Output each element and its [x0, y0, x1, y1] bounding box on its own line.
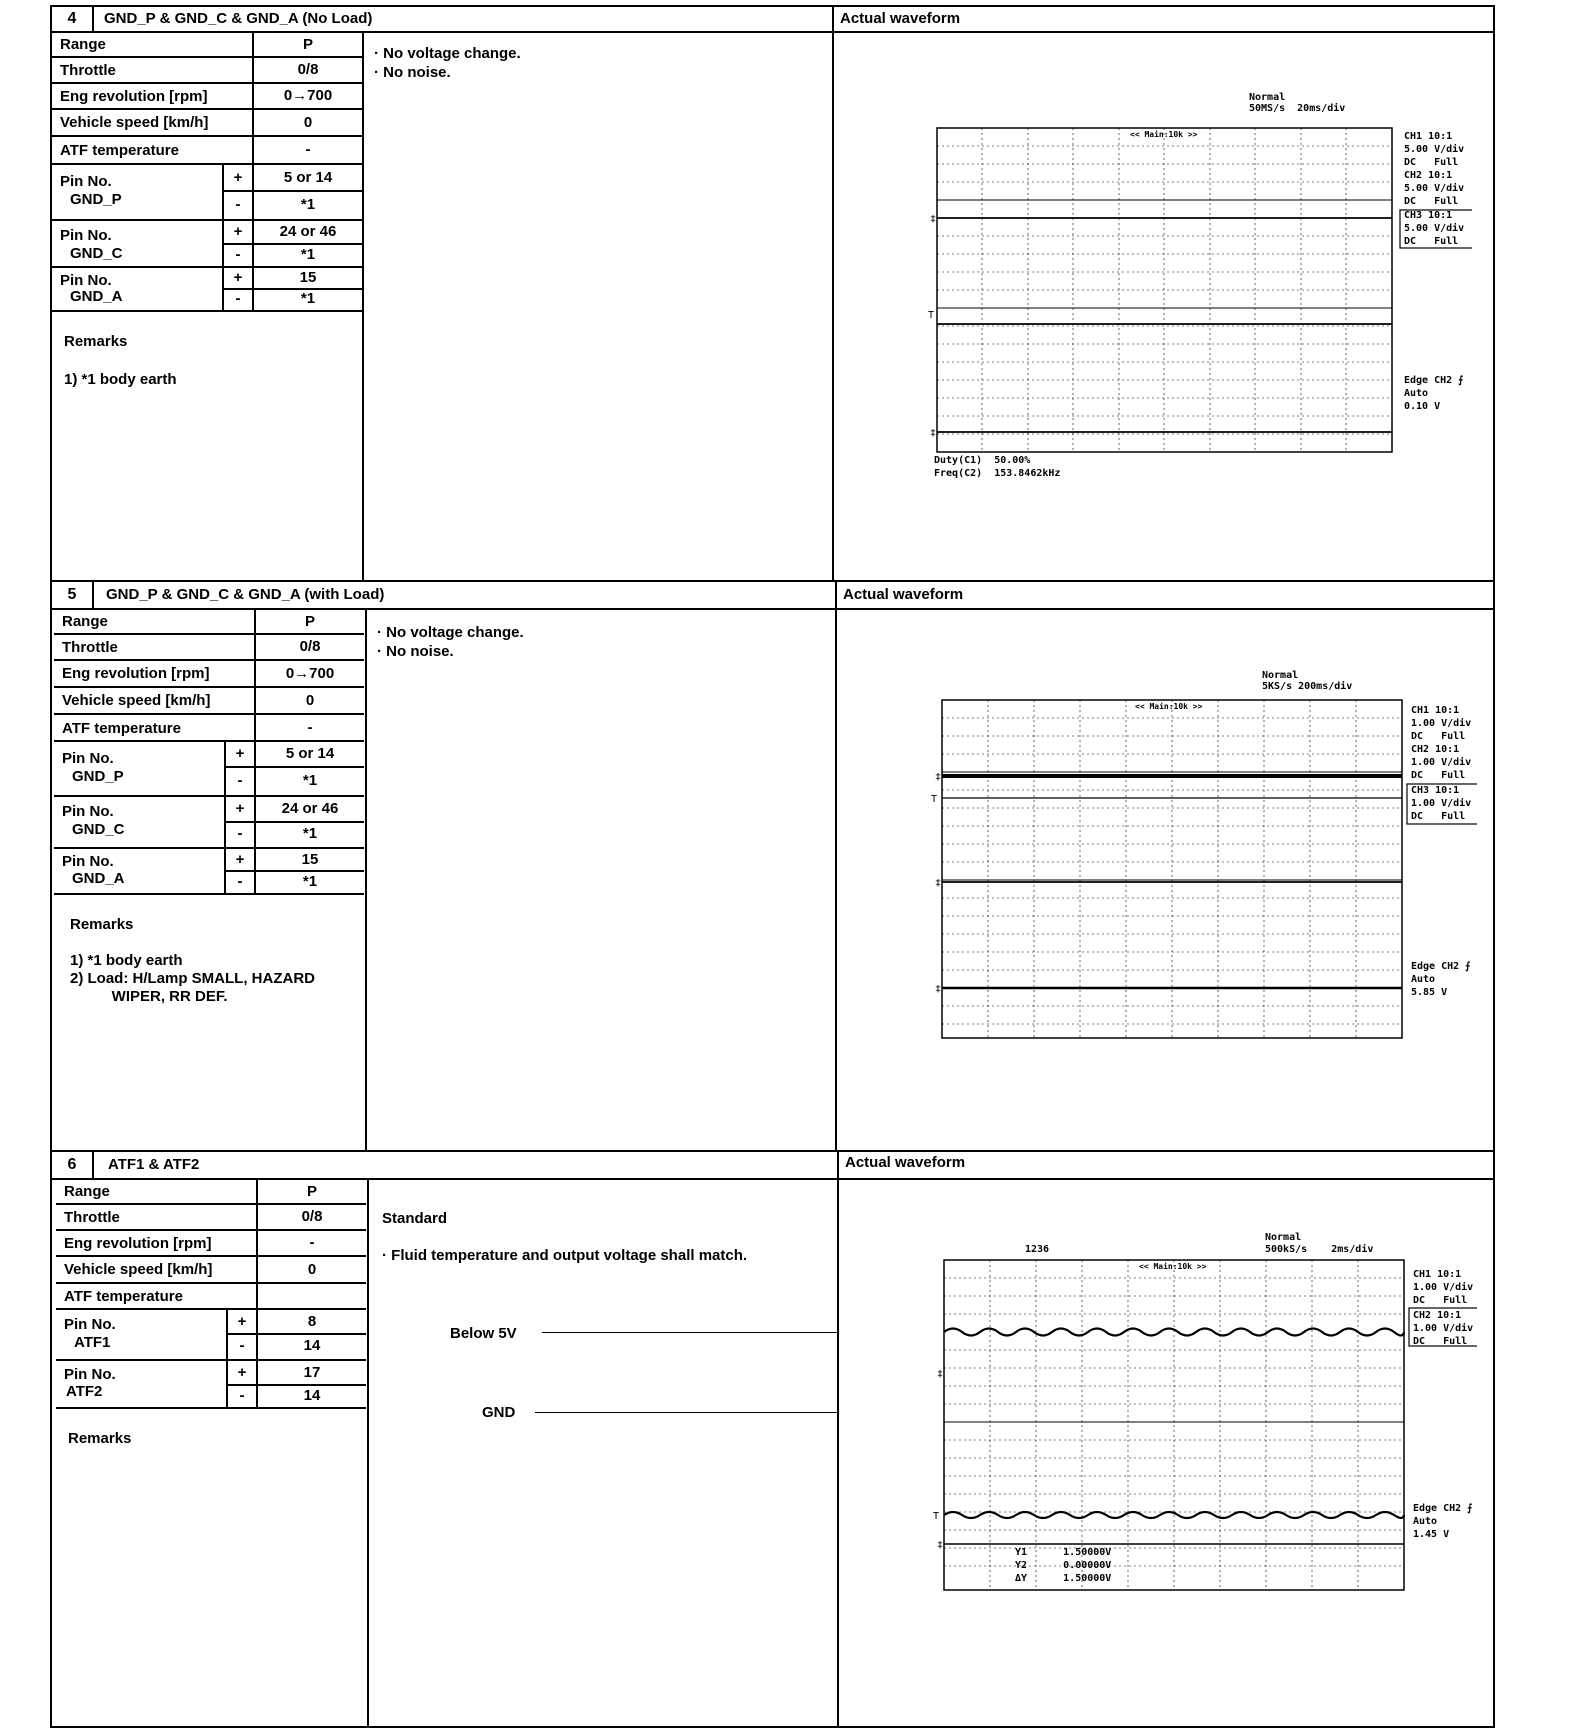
- vehicle-speed-value: 0: [254, 688, 364, 713]
- scope-count: 1236: [1025, 1244, 1050, 1255]
- pin-plus-value: 24 or 46: [252, 221, 362, 245]
- remarks-text: 1) *1 body earth: [64, 371, 177, 388]
- svg-text:‡: ‡: [935, 772, 942, 783]
- pin-plus-value: 24 or 46: [254, 797, 364, 823]
- plus-sign: +: [224, 849, 254, 872]
- pin-label: Pin No.: [62, 803, 114, 820]
- oscilloscope-display: [887, 1232, 1477, 1642]
- section-title: GND_P & GND_C & GND_A (No Load): [104, 10, 373, 27]
- below-5v-leader-line: [542, 1332, 837, 1333]
- minus-sign: -: [224, 872, 254, 893]
- pin-plus-value: 5 or 14: [252, 165, 362, 192]
- eng-rev-value: -: [256, 1231, 366, 1255]
- eng-rev-value: 0→700: [252, 84, 362, 108]
- pin-name: GND_A: [70, 288, 123, 305]
- section-header: [52, 7, 1493, 33]
- note-item: · No voltage change.: [374, 45, 521, 62]
- pin-label: Pin No.: [64, 1316, 116, 1333]
- atf-temp-value: -: [254, 715, 364, 740]
- pin-plus-value: 15: [252, 268, 362, 290]
- vehicle-speed-value: 0: [252, 110, 362, 135]
- pin-name: ATF2: [66, 1383, 103, 1400]
- pin-label: Pin No.: [60, 272, 112, 289]
- vehicle-speed-value: 0: [256, 1257, 366, 1282]
- remarks-text: 1) *1 body earth 2) Load: H/Lamp SMALL, HAZARD WIPER, RR DEF.: [70, 952, 315, 1005]
- vehicle-speed-label: Vehicle speed [km/h]: [64, 1261, 213, 1278]
- remarks-title: Remarks: [64, 333, 128, 350]
- minus-sign: -: [224, 768, 254, 795]
- pin-minus-value: *1: [254, 768, 364, 795]
- below-5v-label: Below 5V: [450, 1325, 517, 1342]
- scope-rate: 50MS/s 20ms/div: [1249, 103, 1346, 114]
- scope-top-marker: << Main:10k >>: [1130, 130, 1198, 139]
- scope-grid: [882, 92, 1472, 492]
- pin-name: GND_P: [70, 191, 122, 208]
- throttle-value: 0/8: [256, 1205, 366, 1229]
- scope-trigger: Edge CH2 ⨍ Auto 5.85 V: [1411, 961, 1471, 998]
- plus-sign: +: [224, 797, 254, 823]
- section-title: GND_P & GND_C & GND_A (with Load): [106, 586, 385, 603]
- minus-sign: -: [226, 1386, 256, 1407]
- atf-temp-value: [256, 1284, 366, 1308]
- pin-minus-value: *1: [252, 192, 362, 219]
- pin-plus-value: 5 or 14: [254, 742, 364, 768]
- scope-mode: Normal: [1265, 1232, 1302, 1243]
- waveform-label: Actual waveform: [840, 10, 961, 27]
- section-number: 5: [52, 582, 94, 608]
- plus-sign: +: [222, 268, 252, 290]
- svg-text:T: T: [931, 794, 938, 805]
- pin-minus-value: 14: [256, 1335, 366, 1359]
- scope-grid: [887, 670, 1477, 1050]
- atf-temp-value: -: [252, 137, 362, 163]
- plus-sign: +: [226, 1310, 256, 1335]
- pin-label: Pin No.: [62, 853, 114, 870]
- plus-sign: +: [226, 1361, 256, 1386]
- pin-plus-value: 8: [256, 1310, 366, 1335]
- pin-minus-value: *1: [254, 872, 364, 893]
- svg-text:‡: ‡: [935, 984, 942, 995]
- minus-sign: -: [222, 290, 252, 310]
- pin-label: Pin No.: [62, 750, 114, 767]
- svg-text:‡: ‡: [937, 1540, 944, 1551]
- plus-sign: +: [222, 165, 252, 192]
- range-label: Range: [60, 36, 106, 53]
- minus-sign: -: [226, 1335, 256, 1359]
- pin-minus-value: *1: [252, 290, 362, 310]
- section-5: [50, 580, 1495, 1152]
- range-value: P: [254, 610, 364, 633]
- scope-measure: Duty(C1) 50.00% Freq(C2) 153.8462kHz: [934, 455, 1061, 479]
- range-label: Range: [62, 613, 108, 630]
- scope-measure: Y1 1.50000V Y2 0.00000V ΔY 1.50000V: [1015, 1547, 1112, 1584]
- note-item: · No noise.: [374, 64, 451, 81]
- scope-mode: Normal: [1262, 670, 1299, 681]
- pin-minus-value: *1: [252, 245, 362, 266]
- range-label: Range: [64, 1183, 110, 1200]
- pin-minus-value: 14: [256, 1386, 366, 1407]
- standard-label: Standard: [382, 1210, 448, 1227]
- pin-plus-value: 15: [254, 849, 364, 872]
- pin-plus-value: 17: [256, 1361, 366, 1386]
- throttle-label: Throttle: [60, 62, 116, 79]
- scope-rate: 5KS/s 200ms/div: [1262, 681, 1353, 692]
- oscilloscope-display: [882, 92, 1472, 492]
- waveform-label: Actual waveform: [845, 1154, 966, 1171]
- section-6: [50, 1150, 1495, 1728]
- note-item: · No voltage change.: [377, 624, 524, 641]
- section-title: ATF1 & ATF2: [108, 1156, 200, 1173]
- scope-top-marker: << Main:10k >>: [1135, 702, 1203, 711]
- scope-channels: CH1 10:1 5.00 V/div DC Full CH2 10:1 5.00 V/div DC Full: [1404, 131, 1465, 207]
- minus-sign: -: [222, 192, 252, 219]
- eng-rev-label: Eng revolution [rpm]: [62, 665, 210, 682]
- svg-text:‡: ‡: [930, 428, 937, 439]
- pin-minus-value: *1: [254, 823, 364, 847]
- svg-text:T: T: [928, 310, 935, 321]
- throttle-value: 0/8: [252, 58, 362, 82]
- scope-trigger: Edge CH2 ⨍ Auto 0.10 V: [1404, 375, 1464, 412]
- section-number: 4: [52, 7, 94, 31]
- section-header: [52, 582, 1493, 610]
- minus-sign: -: [222, 245, 252, 266]
- svg-text:‡: ‡: [935, 878, 942, 889]
- scope-channels: CH1 10:1 1.00 V/div DC Full: [1413, 1269, 1474, 1306]
- minus-sign: -: [224, 823, 254, 847]
- pin-name: GND_P: [72, 768, 124, 785]
- pin-name: ATF1: [74, 1334, 111, 1351]
- gnd-leader-line: [535, 1412, 837, 1413]
- plus-sign: +: [222, 221, 252, 245]
- atf-temp-label: ATF temperature: [64, 1288, 183, 1305]
- throttle-value: 0/8: [254, 635, 364, 659]
- scope-boxed-channel: CH3 10:1 5.00 V/div DC Full: [1404, 210, 1465, 247]
- scope-rate: 500kS/s 2ms/div: [1265, 1244, 1374, 1255]
- throttle-label: Throttle: [62, 639, 118, 656]
- throttle-label: Throttle: [64, 1209, 120, 1226]
- gnd-label: GND: [482, 1404, 516, 1421]
- waveform-label: Actual waveform: [843, 586, 964, 603]
- plus-sign: +: [224, 742, 254, 768]
- eng-rev-label: Eng revolution [rpm]: [60, 88, 208, 105]
- range-value: P: [256, 1180, 366, 1203]
- vehicle-speed-label: Vehicle speed [km/h]: [60, 114, 209, 131]
- vehicle-speed-label: Vehicle speed [km/h]: [62, 692, 211, 709]
- scope-boxed-channel: CH3 10:1 1.00 V/div DC Full: [1411, 785, 1472, 822]
- pin-label: Pin No.: [60, 227, 112, 244]
- svg-text:‡: ‡: [937, 1369, 944, 1380]
- section-header: [52, 1152, 1493, 1180]
- scope-grid: [887, 1232, 1477, 1642]
- remarks-title: Remarks: [70, 916, 134, 933]
- pin-label: Pin No.: [60, 173, 112, 190]
- pin-name: GND_A: [72, 870, 125, 887]
- pin-label: Pin No.: [64, 1366, 116, 1383]
- section-number: 6: [52, 1152, 94, 1178]
- eng-rev-label: Eng revolution [rpm]: [64, 1235, 212, 1252]
- scope-trigger: Edge CH2 ⨍ Auto 1.45 V: [1413, 1503, 1473, 1540]
- note-item: · No noise.: [377, 643, 454, 660]
- note-item: · Fluid temperature and output voltage shall match.: [382, 1247, 748, 1264]
- pin-name: GND_C: [70, 245, 123, 262]
- svg-text:‡: ‡: [930, 214, 937, 225]
- range-value: P: [252, 33, 362, 56]
- scope-channels: CH1 10:1 1.00 V/div DC Full CH2 10:1 1.00 V/div DC Full: [1411, 705, 1472, 781]
- scope-top-marker: << Main:10k >>: [1139, 1262, 1207, 1271]
- section-4: [50, 5, 1495, 582]
- oscilloscope-display: [887, 670, 1477, 1050]
- svg-text:T: T: [933, 1511, 940, 1522]
- scope-mode: Normal: [1249, 92, 1286, 103]
- scope-boxed-channel: CH2 10:1 1.00 V/div DC Full: [1413, 1310, 1474, 1347]
- remarks-title: Remarks: [68, 1430, 132, 1447]
- atf-temp-label: ATF temperature: [60, 142, 179, 159]
- eng-rev-value: 0→700: [254, 661, 364, 686]
- pin-name: GND_C: [72, 821, 125, 838]
- atf-temp-label: ATF temperature: [62, 720, 181, 737]
